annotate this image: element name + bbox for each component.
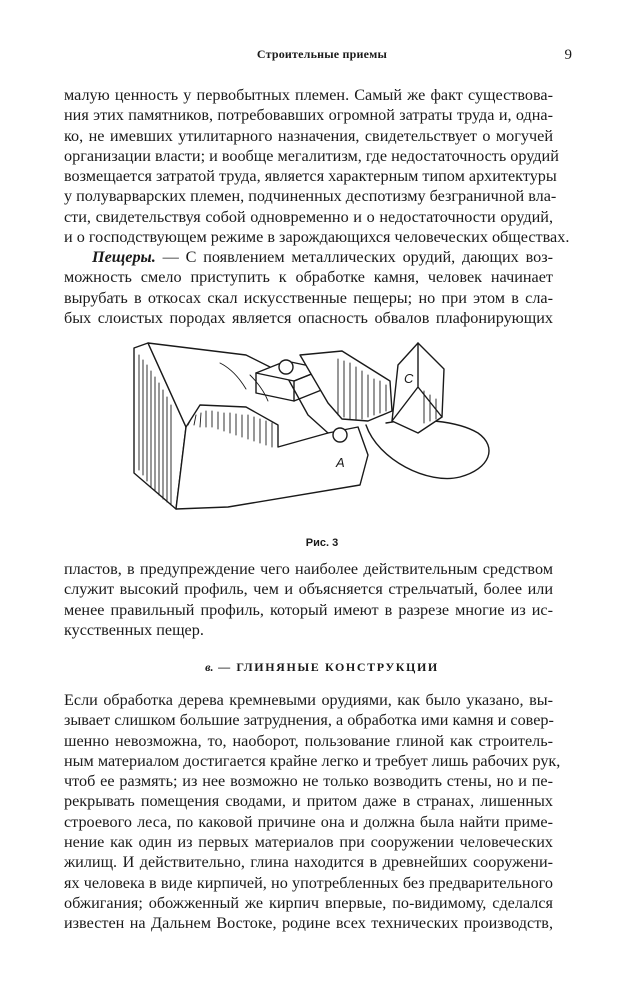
text-run: — С появлением металлических орудий, дающих воз- — [155, 248, 553, 266]
running-title: Строительные приемы — [256, 47, 388, 61]
paragraph-lead-word: Пещеры. — [92, 248, 156, 266]
text-line: строевого леса, по каковой причине она и должна была найти приме- — [64, 812, 553, 831]
text-line: шенно невозможна, то, наоборот, пользование глиной как строитель- — [64, 731, 553, 750]
text-line — [64, 247, 553, 267]
text-line: малую ценность у первобытных племен. Самый же факт существова- — [64, 86, 553, 104]
text-line: Если обработка дерева кремневыми орудиями, как было указано, вы- — [64, 691, 553, 709]
text-line: сти, свидетельствуя собой одновременно и о недостаточности орудий, — [64, 207, 553, 226]
text-line: ным материалом достигается крайне легко и требует лишь рабочих рук, — [64, 751, 561, 770]
text-line: ко, не имевших утилитарного назначения, свидетельствует о могучей — [64, 126, 553, 145]
text-line: служит высокий профиль, чем и объясняется стрельчатый, более или — [64, 580, 553, 599]
figure-label-c: C — [404, 371, 414, 386]
text-line: организации власти; и вообще мегалитизм, где недостаточность орудий — [64, 146, 559, 165]
paragraph-megalithism — [64, 85, 570, 247]
text-line: и о господствующем режиме в зарождающихся человеческих обществах. — [64, 228, 570, 247]
text-line: кусственных пещер. — [64, 620, 204, 639]
text-line: чтоб ее размять; из нее возможно не только возводить стены, но и пе- — [64, 772, 553, 791]
text-line: ния этих памятников, потребовавших огромной затраты труда и, одна- — [64, 106, 553, 125]
text-line: обжигания; обожженный же кирпич впервые, по-видимому, сделался — [64, 893, 553, 912]
text-line: бых слоистых породах является опасность обвалов плафонирующих — [64, 308, 553, 327]
section-heading — [0, 660, 644, 675]
page-number: 9 — [564, 47, 572, 63]
figure-label-a: A — [336, 455, 345, 470]
text-line: менее правильный профиль, который имеют в разрезе многие из ис- — [64, 600, 553, 619]
running-header — [0, 47, 644, 67]
text-line: у полуварварских племен, подчиненных деспотизму безграничной вла- — [64, 187, 557, 206]
text-line: пластов, в предупреждение чего наиболее действительным средством — [64, 560, 553, 578]
paragraph-clay — [64, 690, 561, 934]
cave-sketch — [128, 335, 498, 520]
text-line: рекрывать помещения сводами, и притом даже в странах, лишенных — [64, 792, 553, 811]
paragraph-caves-continued — [64, 559, 553, 640]
text-line: нение как один из первых материалов при сооружении человеческих — [64, 833, 553, 852]
text-line: жилищ. И действительно, глина находится в древнейших сооружени- — [64, 853, 553, 872]
text-line: известен на Дальнем Востоке, родине всех технических производств, — [64, 914, 553, 933]
paragraph-caves — [64, 247, 553, 328]
text-line: вырубать в откосах скал искусственные пещеры; но при этом в сла- — [64, 288, 553, 307]
text-line: возмещается затратой труда, является характерным типом архитектуры — [64, 167, 557, 186]
figure-cave-cutting-illustration — [128, 335, 498, 520]
figure-caption: Рис. 3 — [305, 537, 339, 549]
text-line: можность смело приступить к обработке камня, человек начинает — [64, 268, 553, 287]
section-title: — ГЛИНЯНЫЕ КОНСТРУКЦИИ — [218, 660, 439, 674]
section-mark: в. — [205, 660, 214, 674]
text-line: зывает слишком большие затруднения, а обработка ими камня и совер- — [64, 711, 554, 730]
text-line: ях человека в виде кирпичей, но употребленных без предварительного — [64, 873, 553, 892]
